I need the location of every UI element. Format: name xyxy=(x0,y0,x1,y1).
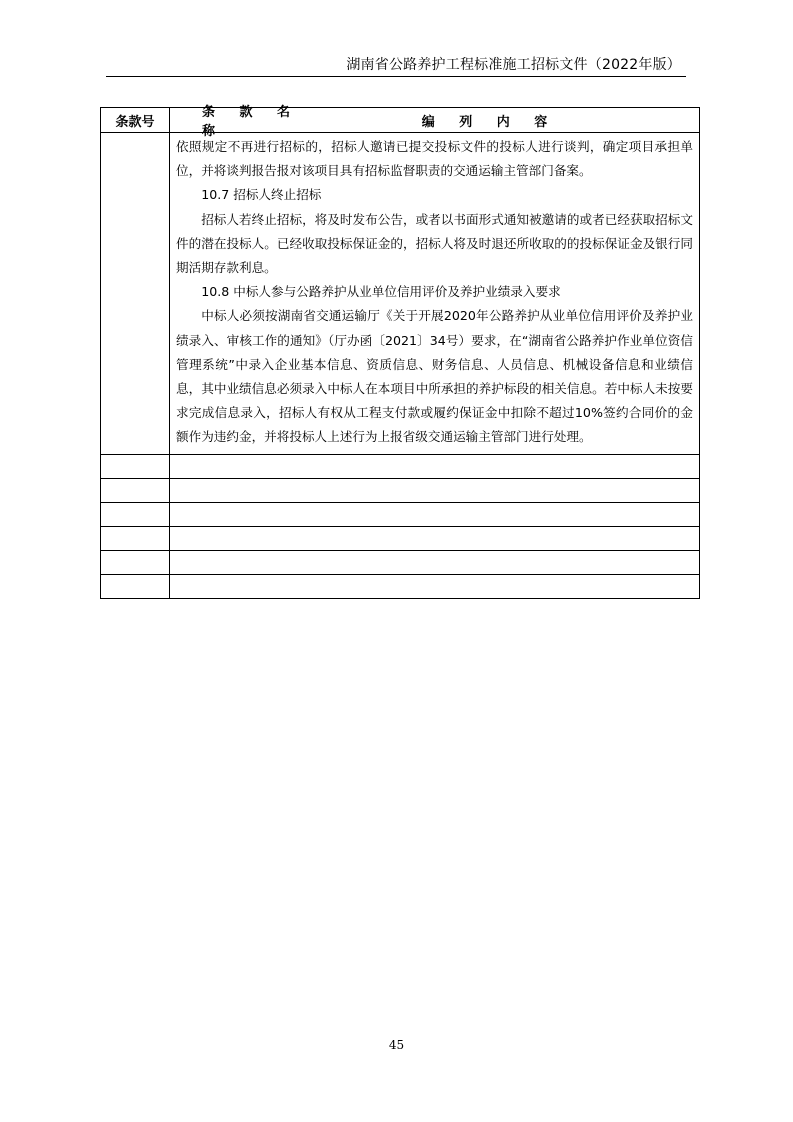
clause-no-header: 条款号 xyxy=(101,108,170,133)
table-row xyxy=(101,478,700,502)
empty-cell xyxy=(101,526,170,550)
table-row xyxy=(101,574,700,598)
clause-table xyxy=(100,107,700,599)
empty-cell xyxy=(170,454,700,478)
paragraph: 招标人若终止招标，将及时发布公告，或者以书面形式通知被邀请的或者已经获取招标文件的潜在投标人。已经收取投标保证金的，招标人将及时退还所收取的的投标保证金及银行同期活期存款利息。 xyxy=(176,211,693,276)
empty-cell xyxy=(170,502,700,526)
paragraph: 中标人必须按湖南省交通运输厅《关于开展2020年公路养护从业单位信用评价及养护业绩录入、审核工作的通知》（厅办函〔2021〕34号）要求，在“湖南省公路养护作业单位资信管理系统”中录入企业基本信息、资质信息、财务信息、人员信息、机械设备信息和业绩信息，其中业绩信息必须录入中标人在本项目中所承担的养护标段的相关信息。若中标人未按要求完成信息录入，招标人有权从工程支付款或履约保证金中扣除不超过10%签约合同价的金额作为违约金，并将投标人上述行为上报省级交通运输主管部门进行处理。 xyxy=(176,308,693,445)
page-number: 45 xyxy=(388,1038,405,1052)
empty-cell xyxy=(170,478,700,502)
empty-cell xyxy=(101,478,170,502)
clause-no-cell xyxy=(101,133,170,455)
table-row xyxy=(101,526,700,550)
empty-cell xyxy=(170,550,700,574)
document-header-title: 湖南省公路养护工程标准施工招标文件（2022年版） xyxy=(346,57,681,73)
content-header: 编 列 内 容 xyxy=(421,114,558,130)
empty-cell xyxy=(101,550,170,574)
section-heading-10-8: 10.8 中标人参与公路养护从业单位信用评价及养护业绩录入要求 xyxy=(201,284,561,300)
table-row xyxy=(101,133,700,455)
empty-cell xyxy=(170,526,700,550)
table-row xyxy=(101,454,700,478)
table-header-row xyxy=(101,108,700,133)
paragraph: 依照规定不再进行招标的，招标人邀请已提交投标文件的投标人进行谈判，确定项目承担单位，并将谈判报告报对该项目具有招标监督职责的交通运输主管部门备案。 xyxy=(176,139,693,179)
empty-cell xyxy=(101,502,170,526)
header-right xyxy=(170,105,700,139)
empty-cell xyxy=(170,574,700,598)
empty-cell xyxy=(101,454,170,478)
empty-cell xyxy=(101,574,170,598)
clause-name-header: 条 款 名 称 xyxy=(202,105,301,139)
header-rule xyxy=(106,76,686,77)
table-row xyxy=(101,502,700,526)
table-row xyxy=(101,550,700,574)
section-heading-10-7: 10.7 招标人终止招标 xyxy=(201,187,322,203)
content-cell xyxy=(170,133,700,455)
